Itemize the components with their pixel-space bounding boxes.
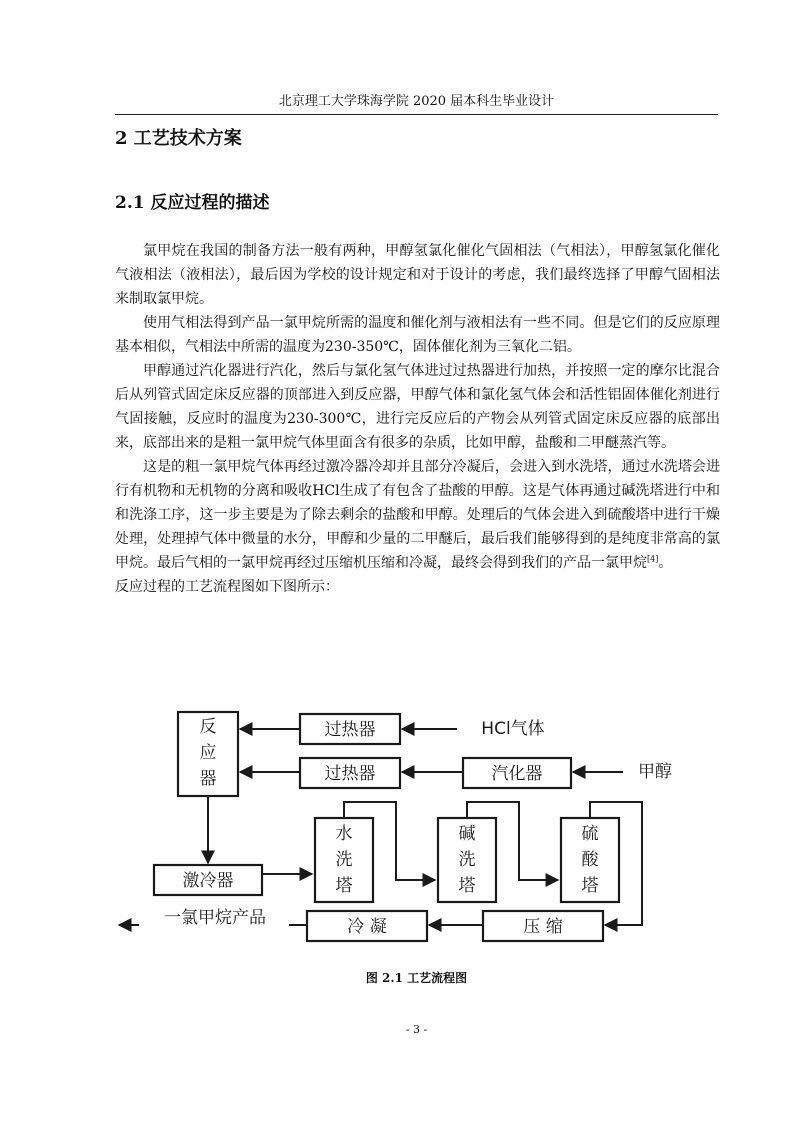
subsection-title: 2.1 反应过程的描述 [115,193,270,213]
flow-diagram-svg [115,706,732,954]
superheater-2-label: 过热器 [324,764,376,784]
alkali-tower-label-3: 塔 [458,876,476,896]
page-number: - 3 - [405,1023,428,1036]
paragraph-3: 甲醇通过汽化器进行汽化，然后与氯化氢气体进过过热器进行加热，并按照一定的摩尔比混合后从列管式固定床反应器的顶部进入到反应器，甲醇气体和氯化氢气体会和活性铝固体催化剂进行气固接触，反应时的温度为230-300℃，进行完反应后的产物会从列管式固定床反应器的底部出来，底部出来的是粗一氯甲烷气体里面含有很多的杂质，比如甲醇，盐酸和二甲醚蒸汽等。 [115,363,720,451]
quench-cooler-label: 激冷器 [182,871,234,891]
page-header: 北京理工大学珠海学院 2020 届本科生毕业设计 [115,92,718,115]
acid-tower-label-3: 塔 [581,876,599,896]
acid-tower-label-2: 酸 [581,850,599,870]
vaporizer-label: 汽化器 [491,764,543,784]
condense-label: 冷 凝 [347,917,387,937]
superheater-1-label: 过热器 [324,720,376,740]
paragraph-2: 使用气相法得到产品一氯甲烷所需的温度和催化剂与液相法有一些不同。但是它们的反应原理基本相似，气相法中所需的温度为230-350℃，固体催化剂为三氧化二铝。 [115,315,720,355]
paragraph-4 [115,455,720,575]
alkali-tower-label-2: 洗 [458,850,476,870]
citation-ref: [4] [647,554,659,564]
figure-caption: 图 2.1 工艺流程图 [365,971,468,985]
water-tower-label-2: 洗 [335,850,353,870]
hcl-input-label: HCl气体 [481,719,545,739]
methanol-input-label: 甲醇 [638,762,672,782]
reactor-label-2: 应 [199,743,217,763]
acid-tower-label-1: 硫 [581,824,599,844]
reactor-label-1: 反 [199,717,217,737]
paragraph-4-text: 这是的粗一氯甲烷气体再经过激冷器冷却并且部分冷凝后，会进入到水洗塔，通过水洗塔会进行有机物和无机物的分离和吸收HCl生成了有包含了盐酸的甲醇。这是气体再通过碱洗塔进行中和和洗涤工序，这一步主要是为了除去剩余的盐酸和甲醇。处理后的气体会进入到硫酸塔中进行干燥处理，处理掉气体中微量的水分，甲醇和少量的二甲醚后，最后我们能够得到的是纯度非常高的氯甲烷。最后气相的一氯甲烷再经过压缩机压缩和冷凝，最终会得到我们的产品一氯甲烷 [115,459,720,571]
reactor-label-3: 器 [199,769,217,789]
water-tower-label-1: 水 [335,824,353,844]
section-title: 2 工艺技术方案 [115,128,242,149]
product-output-label: 一氯甲烷产品 [164,908,266,928]
paragraph-4-end: 。 [658,555,673,571]
water-tower-label-3: 塔 [335,876,353,896]
paragraph-5: 反应过程的工艺流程图如下图所示： [115,579,339,595]
compress-label: 压 缩 [523,917,563,937]
paragraph-1: 氯甲烷在我国的制备方法一般有两种，甲醇氢氯化催化气固相法（气相法），甲醇氢氯化催化气液相法（液相法），最后因为学校的设计规定和对于设计的考虑，我们最终选择了甲醇气固相法来制取氯甲烷。 [115,243,720,307]
alkali-tower-label-1: 碱 [458,824,476,844]
body-text [115,239,720,599]
process-flow-diagram [115,706,732,954]
